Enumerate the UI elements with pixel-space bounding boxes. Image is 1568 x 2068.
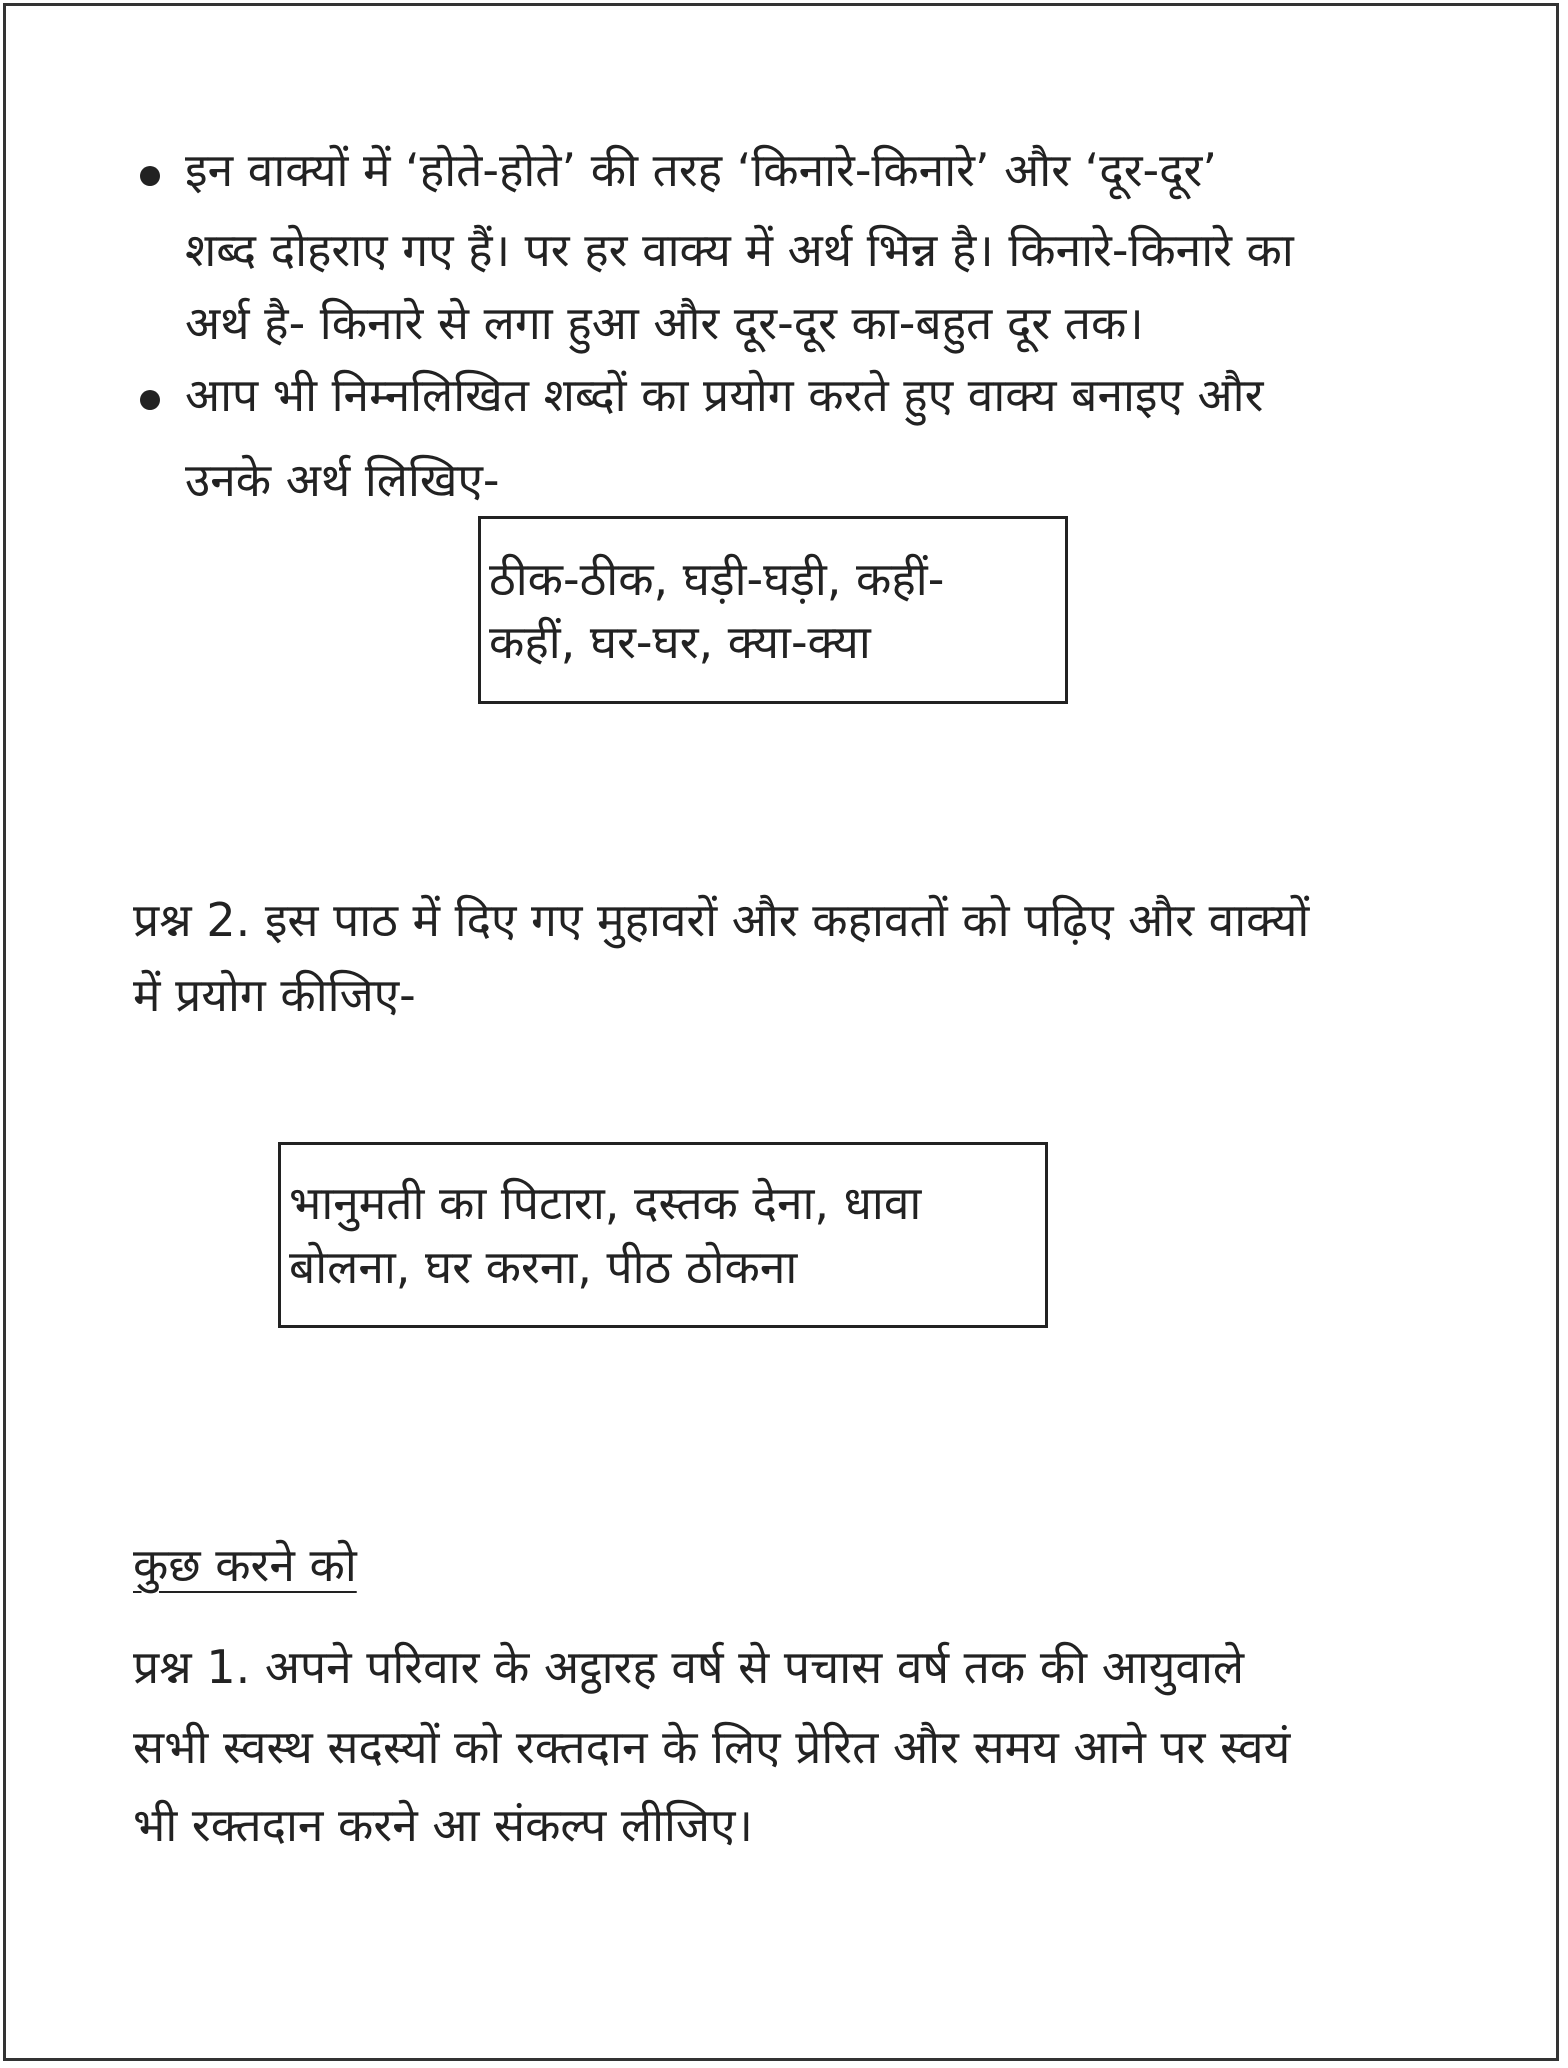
question-2-line-2: में प्रयोग कीजिए- [133,968,416,1022]
bullet-marker [140,166,160,186]
bullet-2-line-2: उनके अर्थ लिखिए- [185,453,500,507]
activity-question-line-3: भी रक्तदान करने आ संकल्प लीजिए। [133,1798,753,1852]
word-box-1-line-1: ठीक-ठीक, घड़ी-घड़ी, कहीं- [489,552,945,606]
activity-question-line-1: प्रश्न 1. अपने परिवार के अट्ठारह वर्ष से पचास वर्ष तक की आयुवाले [133,1640,1245,1694]
idiom-box-line-1: भानुमती का पिटारा, दस्तक देना, धावा [289,1176,922,1230]
activity-question-line-2: सभी स्वस्थ सदस्यों को रक्तदान के लिए प्रेरित और समय आने पर स्वयं [133,1720,1291,1774]
bullet-marker [140,390,160,410]
bullet-1-line-1: इन वाक्यों में ‘होते-होते’ की तरह ‘किनारे-किनारे’ और ‘दूर-दूर’ [185,143,1217,197]
idiom-box-line-2: बोलना, घर करना, पीठ ठोकना [289,1240,798,1294]
bullet-2-line-1: आप भी निम्नलिखित शब्दों का प्रयोग करते हुए वाक्य बनाइए और [185,368,1264,422]
word-box-1 [478,516,1068,704]
question-2-line-1: प्रश्न 2. इस पाठ में दिए गए मुहावरों और कहावतों को पढ़िए और वाक्यों [133,893,1310,947]
idiom-box [278,1142,1048,1328]
section-heading: कुछ करने को [133,1538,357,1592]
bullet-1-line-3: अर्थ है- किनारे से लगा हुआ और दूर-दूर का-बहुत दूर तक। [185,296,1144,350]
word-box-1-line-2: कहीं, घर-घर, क्या-क्या [489,615,871,669]
bullet-1-line-2: शब्द दोहराए गए हैं। पर हर वाक्य में अर्थ भिन्न है। किनारे-किनारे का [185,223,1294,277]
